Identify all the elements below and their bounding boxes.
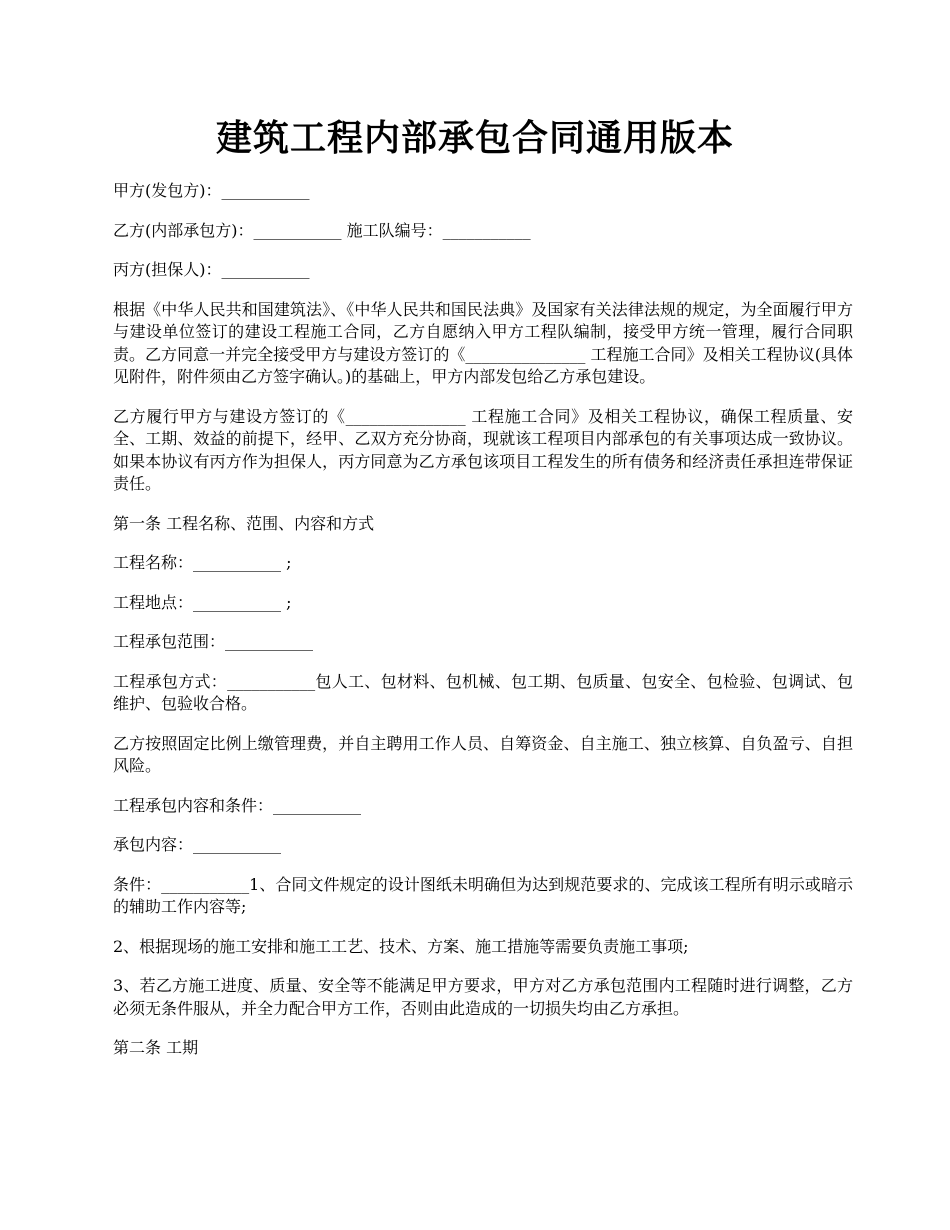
project-name-line: 工程名称：___________ ; — [113, 553, 292, 572]
agreement-paragraph: 乙方履行甲方与建设方签订的《_______________ 工程施工合同》及相关工程协议，确保工程质量、安全、工期、效益的前提下，经甲、乙双方充分协商，现就该工程项目内部承包的有关事项达成一致协议。如果本协议有丙方作为担保人，丙方同意为乙方承包该项目工程发生的所有债务和经济责任承担连带保证责任。 — [113, 406, 853, 493]
contract-scope-line: 工程承包范围：___________ — [113, 632, 314, 651]
condition-3-paragraph: 3、若乙方施工进度、质量、安全等不能满足甲方要求，甲方对乙方承包范围内工程随时进行调整，乙方必须无条件服从，并全力配合甲方工作，否则由此造成的一切损失均由乙方承担。 — [113, 976, 853, 1018]
condition-1-paragraph: 条件：___________1、合同文件规定的设计图纸未明确但为达到规范要求的、完成该工程所有明示或暗示的辅助工作内容等; — [113, 874, 853, 916]
party-c-line: 丙方(担保人)：___________ — [113, 260, 310, 279]
project-location-line: 工程地点：___________ ; — [113, 592, 292, 612]
party-b-line: 乙方(内部承包方)：___________ 施工队编号：___________ — [113, 220, 531, 240]
management-fee-paragraph: 乙方按照固定比例上缴管理费，并自主聘用工作人员、自筹资金、自主施工、独立核算、自负盈亏、自担风险。 — [113, 733, 853, 775]
article-2-heading: 第二条 工期 — [113, 1038, 199, 1057]
article-1-heading: 第一条 工程名称、范围、内容和方式 — [113, 513, 375, 533]
contract-method-paragraph: 工程承包方式：___________包人工、包材料、包机械、包工期、包质量、包安全、包检验、包调试、包维护、包验收合格。 — [113, 671, 853, 713]
condition-2-paragraph: 2、根据现场的施工安排和施工工艺、技术、方案、施工措施等需要负责施工事项; — [113, 936, 689, 956]
document-title: 建筑工程内部承包合同通用版本 — [215, 117, 734, 159]
preamble-paragraph: 根据《中华人民共和国建筑法》、《中华人民共和国民法典》及国家有关法律法规的规定，为全面履行甲方与建设单位签订的建设工程施工合同，乙方自愿纳入甲方工程队编制，接受甲方统一管理，履行合同职责。乙方同意一并完全接受甲方与建设方签订的《_______________ 工程施工合同》及相关工程协议(具体见附件，附件须由乙方签字确认。)的基础上，甲方内部发包给乙方承包建设。 — [113, 299, 853, 386]
party-a-line: 甲方(发包方)：___________ — [113, 181, 310, 200]
document-body — [113, 180, 853, 1077]
contract-content-line: 承包内容：___________ — [113, 835, 282, 854]
content-conditions-line: 工程承包内容和条件：___________ — [113, 795, 362, 815]
